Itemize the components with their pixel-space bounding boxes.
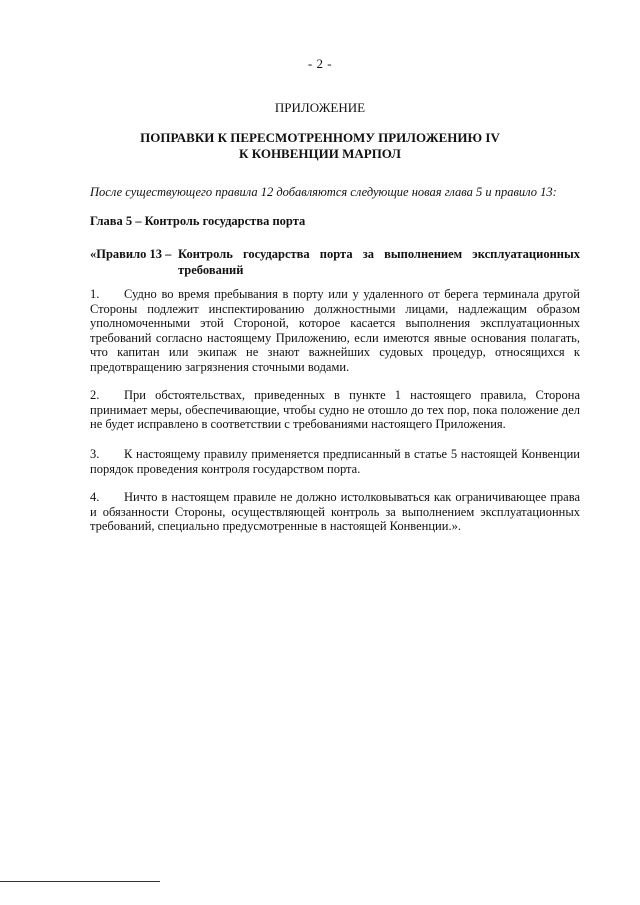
paragraph-text: Судно во время пребывания в порту или у удаленного от берега терминала другой Стороны подлежит инспектированию должностными лицами, надлежащим образом уполномоченными этой Стороной, которое касается выполнения эксплуатационных требований согласно настоящему Приложению, если имеются явные основания полагать, что капитан или экипаж не знают важнейших судовых процедур, относящихся к предотвращению загрязнения сточными водами. bbox=[90, 287, 580, 374]
paragraph-number: 4. bbox=[90, 490, 100, 504]
rule-heading bbox=[90, 246, 580, 278]
paragraph-text: К настоящему правилу применяется предписанный в статье 5 настоящей Конвенции порядок проведения контроля государством порта. bbox=[90, 447, 580, 476]
paragraph-3 bbox=[90, 447, 580, 476]
paragraph-1 bbox=[90, 287, 580, 375]
paragraph-text: При обстоятельствах, приведенных в пункте 1 настоящего правила, Сторона принимает меры, обеспечивающие, чтобы судно не отошло до тех пор, пока положение дел не будет исправлено в соответствии с требованиями настоящего Приложения. bbox=[90, 388, 580, 432]
chapter-heading: Глава 5 – Контроль государства порта bbox=[90, 214, 306, 228]
footnote-divider bbox=[0, 881, 160, 882]
document-title bbox=[0, 130, 640, 162]
annex-label: ПРИЛОЖЕНИЕ bbox=[274, 100, 366, 115]
title-line-1: ПОПРАВКИ К ПЕРЕСМОТРЕННОМУ ПРИЛОЖЕНИЮ IV bbox=[140, 130, 500, 145]
intro-text: После существующего правила 12 добавляются следующие новая глава 5 и правило 13: bbox=[90, 185, 557, 199]
paragraph-number: 3. bbox=[90, 447, 100, 461]
rule-prefix: «Правило 13 – bbox=[90, 247, 172, 261]
paragraph-number: 2. bbox=[90, 388, 100, 402]
paragraph-number: 1. bbox=[90, 287, 100, 301]
title-line-2: К КОНВЕНЦИИ МАРПОЛ bbox=[239, 146, 401, 161]
paragraph-2 bbox=[90, 388, 580, 432]
paragraph-4 bbox=[90, 490, 580, 534]
paragraph-text: Ничто в настоящем правиле не должно истолковываться как ограничивающее права и обязанности Стороны, осуществляющей контроль за выполнением эксплуатационных требований, специально предусмотренные в настоящей Конвенции.». bbox=[90, 490, 580, 534]
rule-title: Контроль государства порта за выполнением эксплуатационных требований bbox=[178, 247, 580, 277]
page-number: - 2 - bbox=[307, 56, 333, 71]
